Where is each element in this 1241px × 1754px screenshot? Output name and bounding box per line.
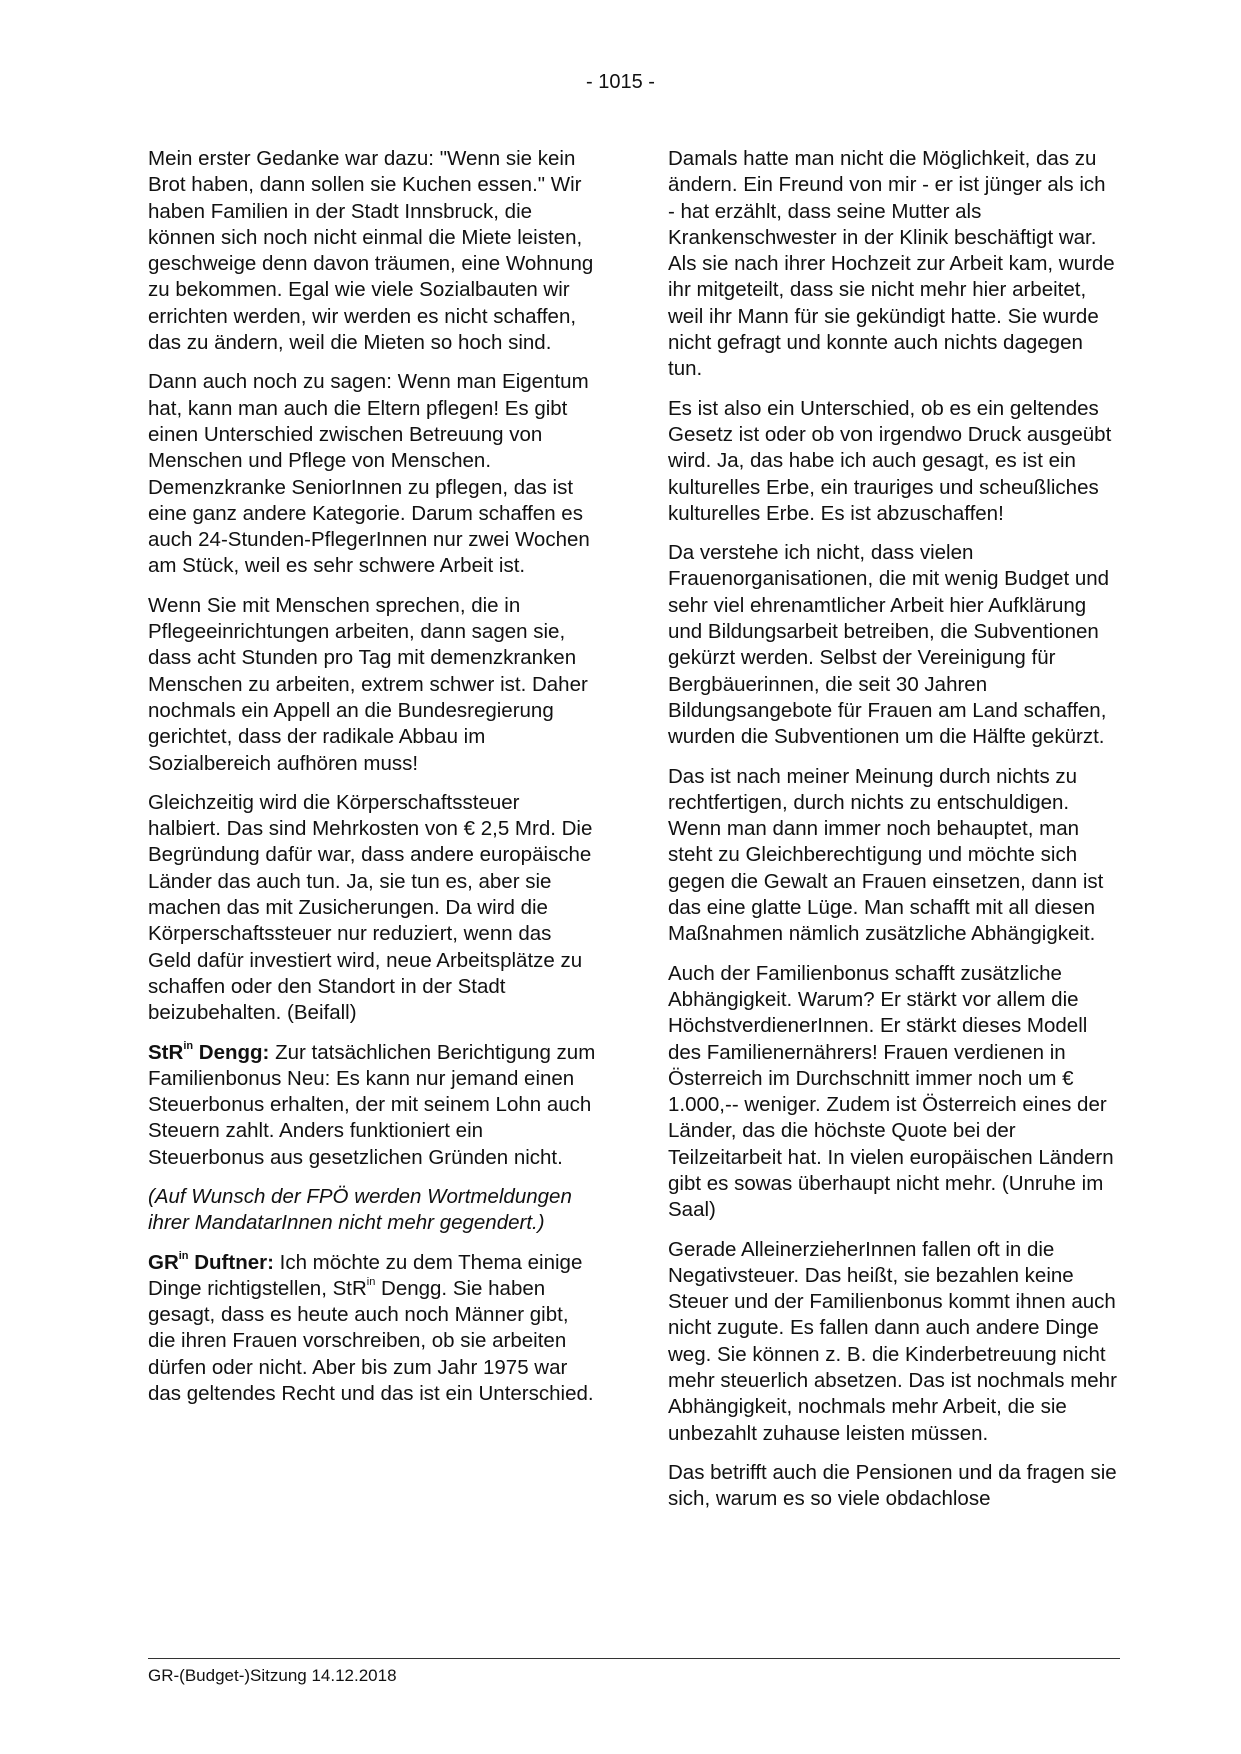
paragraph: Gerade AlleinerzieherInnen fallen oft in die Negativsteuer. Das heißt, sie bezahlen keine Steuer und der Familienbonus kommt ihnen auch nicht zugute. Es fallen dann auch andere Dinge weg. Sie können z. B. die Kinderbetreuung nicht mehr steuerlich absetzen. Das ist nochmals mehr Abhängigkeit, nochmals mehr Arbeit, die sie unbezahlt zuhause leisten müssen. bbox=[668, 1237, 1117, 1445]
speaker-label: StR$^{in}$ Dengg: bbox=[148, 1039, 270, 1064]
paragraph: Es ist also ein Unterschied, ob es ein geltendes Gesetz ist oder ob von irgendwo Druck ausgeübt wird. Ja, das habe ich auch gesagt, es ist ein kulturelles Erbe, ein trauriges und scheußliches kulturelles Erbe. Es ist abzuschaffen! bbox=[668, 396, 1112, 525]
paragraph: Damals hatte man nicht die Möglichkeit, das zu ändern. Ein Freund von mir - er ist jünger als ich - hat erzählt, dass seine Mutter als Krankenschwester in der Klinik beschäftigt war. Als sie nach ihrer Hochzeit zur Arbeit kam, wurde ihr mitgeteilt, dass sie nicht mehr hier arbeitet, weil ihr Mann für sie gekündigt hatte. Sie wurde nicht gefragt und konnte auch nichts dagegen tun. bbox=[668, 147, 1115, 381]
speech-text: Zur tatsächlichen Berichtigung zum Familienbonus Neu: Es kann nur jemand einen Steuerbonus erhalten, der mit seinem Lohn auch Steuern zahlt. Anders funktioniert ein Steuerbonus aus gesetzlichen Gründen nicht. bbox=[148, 1040, 596, 1169]
speech-text: Dengg. Sie haben gesagt, dass es heute auch noch Männer gibt, die ihren Frauen vorschreiben, ob sie arbeiten dürfen oder nicht. Aber bis zum Jahr 1975 war das geltendes Recht und das ist ein Unterschied. bbox=[148, 1276, 594, 1406]
footer-text: GR-(Budget-)Sitzung 14.12.2018 bbox=[148, 1666, 397, 1685]
speech-text: Ich möchte zu dem Thema einige Dinge richtigstellen, StR bbox=[148, 1250, 583, 1300]
paragraph: Dann auch noch zu sagen: Wenn man Eigentum hat, kann man auch die Eltern pflegen! Es gibt einen Unterschied zwischen Betreuung von Menschen und Pflege von Menschen. Demenzkranke SeniorInnen zu pflegen, das ist eine ganz andere Kategorie. Darum schaffen es auch 24-Stunden-PflegerInnen nur zwei Wochen am Stück, weil es sehr schwere Arbeit ist. bbox=[148, 370, 590, 578]
speech-duftner bbox=[148, 1250, 598, 1408]
paragraph: Gleichzeitig wird die Körperschaftssteuer halbiert. Das sind Mehrkosten von € 2,5 Mrd. Die Begründung dafür war, dass andere europäische Länder das auch tun. Ja, sie tun es, aber sie machen das mit Zusicherungen. Da wird die Körperschaftssteuer nur reduziert, wenn das Geld dafür investiert wird, neue Arbeitsplätze zu schaffen oder den Standort in der Stadt beizubehalten. (Beifall) bbox=[148, 790, 593, 1025]
page-number: - 1015 - bbox=[586, 71, 655, 93]
left-column bbox=[148, 146, 598, 1420]
paragraph: Mein erster Gedanke war dazu: "Wenn sie kein Brot haben, dann sollen sie Kuchen essen." Wir haben Familien in der Stadt Innsbruck, die können sich noch nicht einmal die Miete leisten, geschweige denn davon träumen, eine Wohnung zu bekommen. Egal wie viele Sozialbauten wir errichten werden, wir werden es nicht schaffen, das zu ändern, weil die Mieten so hoch sind. bbox=[148, 147, 594, 355]
paragraph: Da verstehe ich nicht, dass vielen Frauenorganisationen, die mit wenig Budget und sehr viel ehrenamtlicher Arbeit hier Aufklärung und Bildungsarbeit betreiben, die Subventionen gekürzt werden. Selbst der Vereinigung für Bergbäuerinnen, die seit 30 Jahren Bildungsangebote für Frauen am Land schaffen, wurden die Subventionen um die Hälfte gekürzt. bbox=[668, 541, 1110, 749]
speech-dengg bbox=[148, 1040, 598, 1171]
footer-divider bbox=[148, 1658, 1120, 1659]
editorial-note: (Auf Wunsch der FPÖ werden Wortmeldungen ihrer MandatarInnen nicht mehr gegendert.) bbox=[148, 1184, 572, 1235]
paragraph: Auch der Familienbonus schafft zusätzliche Abhängigkeit. Warum? Er stärkt vor allem die HöchstverdienerInnen. Er stärkt dieses Modell des Familienernährers! Frauen verdienen in Österreich im Durchschnitt immer noch um € 1.000,-- weniger. Zudem ist Österreich eines der Länder, das die höchste Quote bei der Teilzeitarbeit hat. In vielen europäischen Ländern gibt es sowas überhaupt nicht mehr. (Unruhe im Saal) bbox=[668, 961, 1114, 1222]
right-column bbox=[668, 146, 1118, 1526]
speaker-label: $GR^{in}$ Duftner: bbox=[148, 1249, 274, 1274]
paragraph: Das ist nach meiner Meinung durch nichts zu rechtfertigen, durch nichts zu entschuldigen. Wenn man dann immer noch behauptet, man steht zu Gleichberechtigung und möchte sich gegen die Gewalt an Frauen einsetzen, dann ist das eine glatte Lüge. Man schafft mit all diesen Maßnahmen nämlich zusätzliche Abhängigkeit. bbox=[668, 764, 1104, 946]
paragraph: Wenn Sie mit Menschen sprechen, die in Pflegeeinrichtungen arbeiten, dann sagen sie, dass acht Stunden pro Tag mit demenzkranken Menschen zu arbeiten, extrem schwer ist. Daher nochmals ein Appell an die Bundesregierung gerichtet, dass der radikale Abbau im Sozialbereich aufhören muss! bbox=[148, 593, 588, 775]
paragraph: Das betrifft auch die Pensionen und da fragen sie sich, warum es so viele obdachlose bbox=[668, 1460, 1117, 1511]
speech-sup: in bbox=[366, 1276, 376, 1289]
